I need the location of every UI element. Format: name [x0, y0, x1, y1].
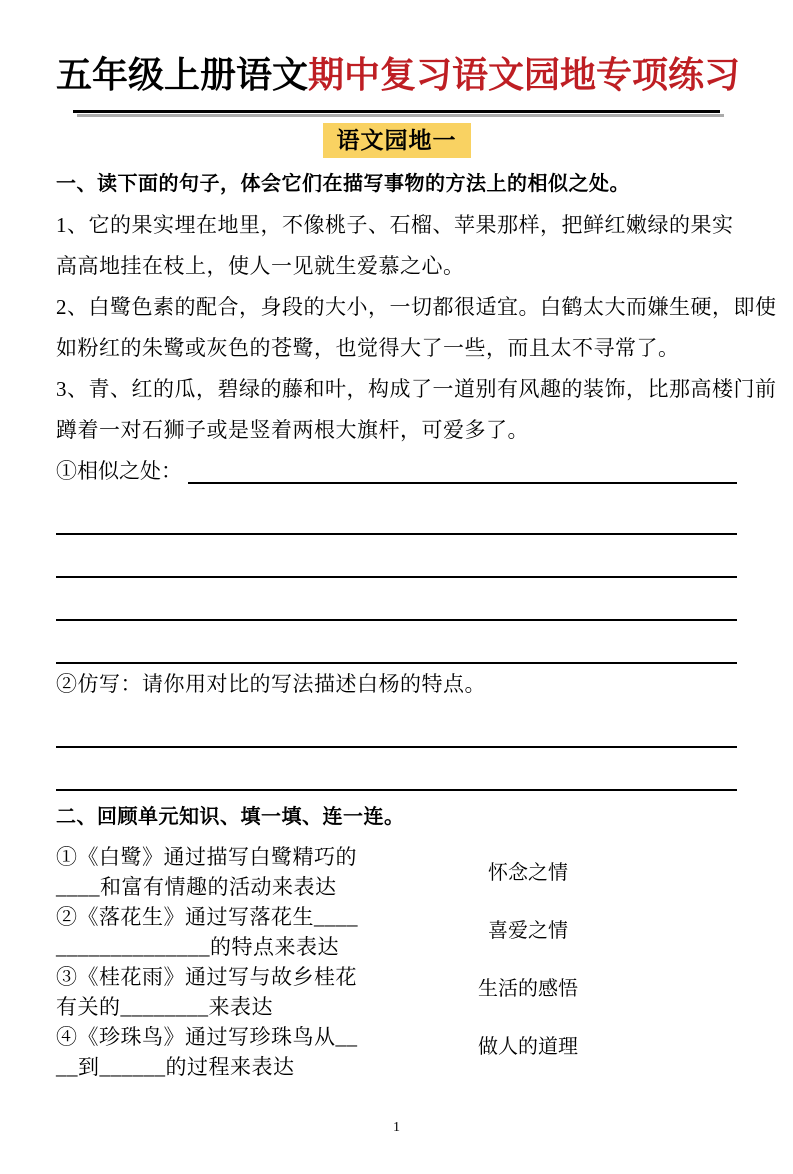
match-right-item: 生活的感悟	[478, 978, 578, 1000]
answer-blank-line	[56, 492, 737, 535]
answer-blank-line	[188, 482, 737, 484]
match-left-line: ③《桂花雨》通过写与故乡桂花	[56, 965, 357, 989]
worksheet-page	[0, 52, 793, 1082]
match-right-item: 怀念之情	[488, 862, 568, 884]
answer-blank-line	[56, 705, 737, 748]
question1-row	[56, 451, 737, 492]
sentence-line: 高高地挂在枝上，使人一见就生爱慕之心。	[56, 254, 465, 278]
match-left-line: 有关的________来表达	[56, 995, 273, 1019]
page-number: 1	[393, 1120, 400, 1135]
question1-label: ①相似之处：	[56, 459, 182, 483]
sentence-line: 3、青、红的瓜，碧绿的藤和叶，构成了一道别有风趣的装饰，比那高楼门前	[56, 377, 777, 401]
matching-right-column	[468, 842, 588, 1082]
sentence-line: 蹲着一对石狮子或是竖着两根大旗杆，可爱多了。	[56, 418, 529, 442]
section1-heading: 一、读下面的句子，体会它们在描写事物的方法上的相似之处。	[56, 173, 630, 195]
page-title	[56, 52, 741, 98]
match-left-line: ②《落花生》通过写落花生____	[56, 905, 358, 929]
matching-exercise	[56, 842, 737, 1082]
question2-label: ②仿写：请你用对比的写法描述白杨的特点。	[56, 672, 486, 696]
answer-blank-line	[56, 578, 737, 621]
section2-heading: 二、回顾单元知识、填一填、连一连。	[56, 806, 405, 828]
sentence-line: 2、白鹭色素的配合，身段的大小，一切都很适宜。白鹤太大而嫌生硬，即使	[56, 295, 777, 319]
match-left-line: __到______的过程来表达	[56, 1055, 295, 1079]
answer-blank-line	[56, 621, 737, 664]
match-right-item: 做人的道理	[478, 1036, 578, 1058]
answer-blank-line	[56, 748, 737, 791]
match-left-line: ①《白鹭》通过描写白鹭精巧的	[56, 845, 357, 869]
page-title-red-part: 期中复习语文园地专项练习	[308, 55, 741, 95]
answer-blank-line	[56, 535, 737, 578]
match-left-line: ____和富有情趣的活动来表达	[56, 875, 337, 899]
match-right-item: 喜爱之情	[488, 920, 568, 942]
match-left-line: ④《珍珠鸟》通过写珍珠鸟从__	[56, 1025, 358, 1049]
match-left-line: ______________的特点来表达	[56, 935, 339, 959]
matching-left-column	[56, 842, 454, 1082]
page-title-black-part: 五年级上册语文	[56, 55, 309, 95]
sentence-line: 如粉红的朱鹭或灰色的苍鹭，也觉得大了一些，而且太不寻常了。	[56, 336, 680, 360]
subtitle-row	[56, 123, 737, 158]
sentence-line: 1、它的果实埋在地里，不像桃子、石榴、苹果那样，把鲜红嫩绿的果实	[56, 213, 734, 237]
title-divider-line	[73, 110, 720, 113]
lesson-banner: 语文园地一	[323, 123, 471, 158]
